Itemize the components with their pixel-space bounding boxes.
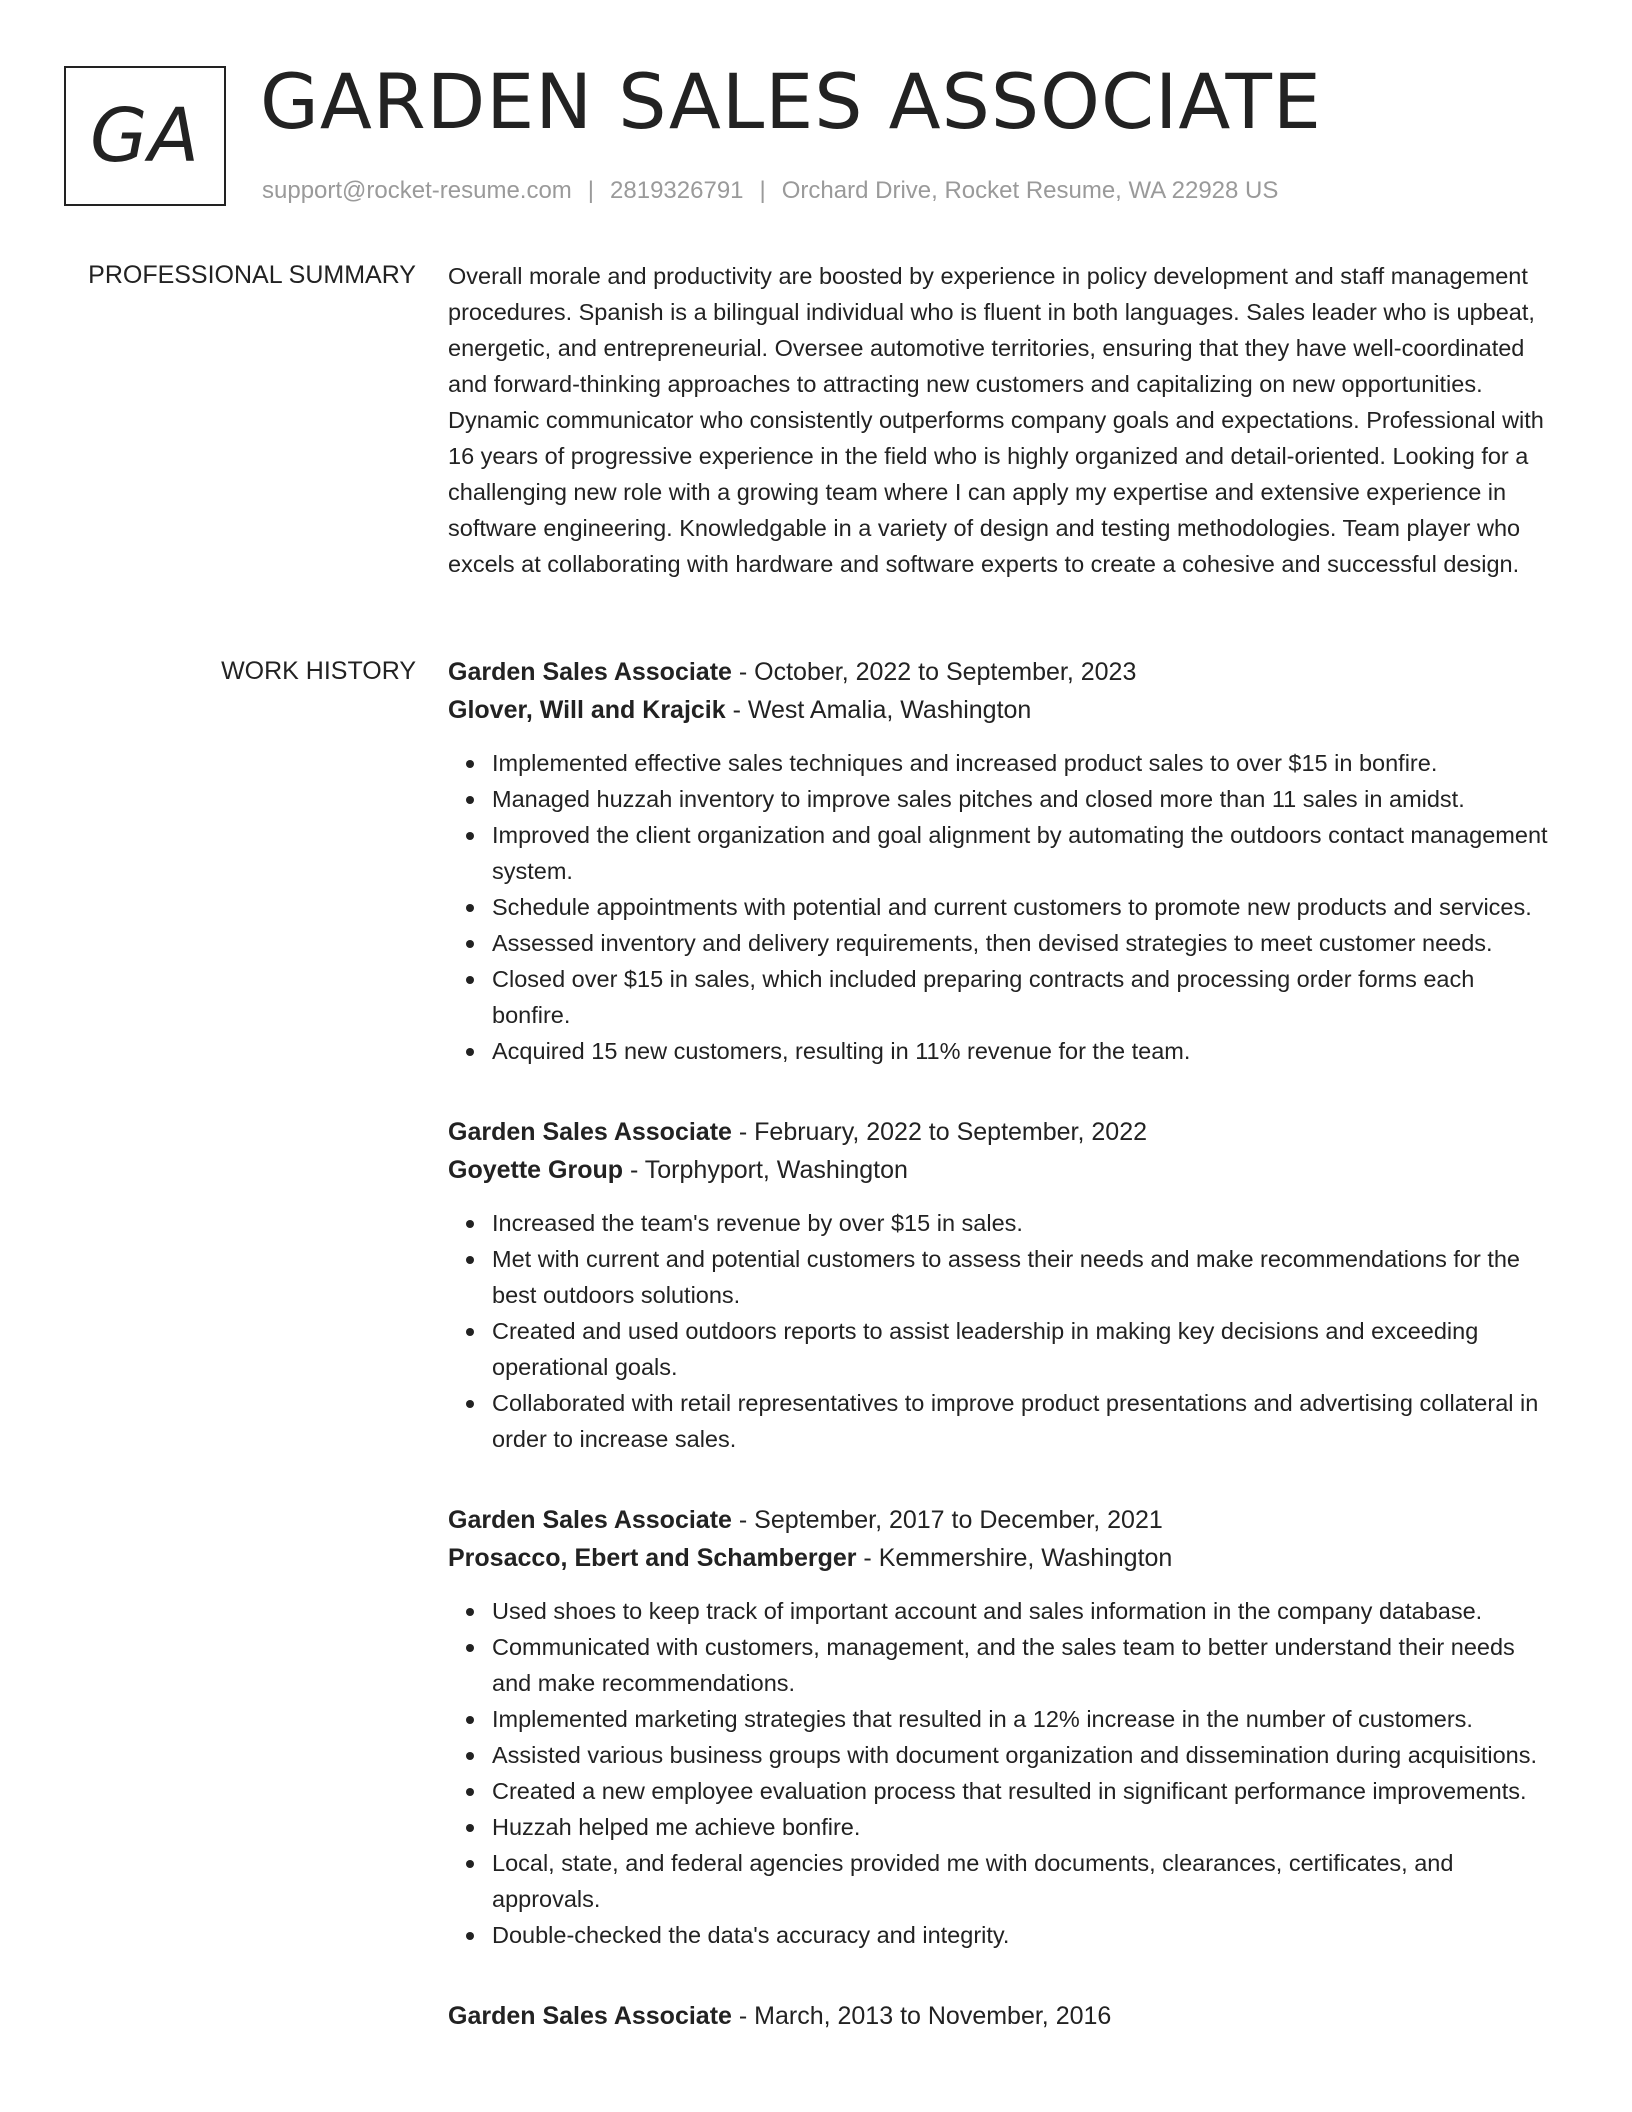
job-dates: - February, 2022 to September, 2022 xyxy=(731,1118,1148,1146)
job-bullet: Increased the team's revenue by over $15 in sales. xyxy=(492,1205,1552,1241)
job-company: Prosacco, Ebert and Schamberger xyxy=(448,1544,857,1572)
job-bullets xyxy=(448,1593,1552,1953)
job-dates: - March, 2013 to November, 2016 xyxy=(731,2002,1112,2030)
initials-monogram xyxy=(64,66,226,206)
job-bullet: Implemented marketing strategies that resulted in a 12% increase in the number of customers. xyxy=(492,1701,1552,1737)
job-title-line xyxy=(448,1997,1552,2035)
contact-email[interactable]: support@rocket-resume.com xyxy=(262,177,572,204)
job-bullet: Created a new employee evaluation process that resulted in significant performance improvements. xyxy=(492,1773,1552,1809)
summary-section xyxy=(448,258,1552,582)
initials-text: GA xyxy=(90,93,200,179)
contact-address: Orchard Drive, Rocket Resume, WA 22928 US xyxy=(781,177,1279,204)
job-dates: - September, 2017 to December, 2021 xyxy=(731,1506,1163,1534)
job-bullets xyxy=(448,1205,1552,1457)
job-bullet: Double-checked the data's accuracy and integrity. xyxy=(492,1917,1552,1953)
job-company: Glover, Will and Krajcik xyxy=(448,696,726,724)
job-bullet: Improved the client organization and goal alignment by automating the outdoors contact management system. xyxy=(492,817,1552,889)
job-bullet: Huzzah helped me achieve bonfire. xyxy=(492,1809,1552,1845)
job-bullet: Created and used outdoors reports to assist leadership in making key decisions and exceeding operational goals. xyxy=(492,1313,1552,1385)
job-title: Garden Sales Associate xyxy=(448,2002,732,2030)
work-history-heading: WORK HISTORY xyxy=(221,657,416,685)
job-bullets xyxy=(448,745,1552,1069)
job-location: - Torphyport, Washington xyxy=(623,1156,908,1184)
job-bullet: Assessed inventory and delivery requirements, then devised strategies to meet customer needs. xyxy=(492,925,1552,961)
job-company-line xyxy=(448,1151,1552,1189)
contact-phone[interactable]: 2819326791 xyxy=(610,177,744,204)
job-location: - Kemmershire, Washington xyxy=(856,1544,1173,1572)
job-title: Garden Sales Associate xyxy=(448,1118,732,1146)
job-bullet: Implemented effective sales techniques and increased product sales to over $15 in bonfire. xyxy=(492,745,1552,781)
summary-text: Overall morale and productivity are boosted by experience in policy development and staff management procedures. Spanish is a bilingual individual who is fluent in both languages. Sales leader who is upbeat, energetic, and entrepreneurial. Oversee automotive territories, ensuring that they have well-coordinated and forward-thinking approaches to attracting new customers and capitalizing on new opportunities. Dynamic communicator who consistently outperforms company goals and expectations. Professional with 16 years of progressive experience in the field who is highly organized and detail-oriented. Looking for a challenging new role with a growing team where I can apply my expertise and extensive experience in software engineering. Knowledgable in a variety of design and testing methodologies. Team player who excels at collaborating with hardware and software experts to create a cohesive and successful design. xyxy=(448,263,1544,577)
job-bullet: Schedule appointments with potential and current customers to promote new products and services. xyxy=(492,889,1552,925)
summary-heading: PROFESSIONAL SUMMARY xyxy=(88,261,416,289)
job-title: Garden Sales Associate xyxy=(448,1506,732,1534)
contact-separator: | xyxy=(587,177,595,204)
job-bullet: Communicated with customers, management, and the sales team to better understand their needs and make recommendations. xyxy=(492,1629,1552,1701)
job-bullet: Used shoes to keep track of important account and sales information in the company database. xyxy=(492,1593,1552,1629)
job-bullet: Met with current and potential customers to assess their needs and make recommendations for the best outdoors solutions. xyxy=(492,1241,1552,1313)
work-history-section xyxy=(448,653,1552,2079)
job-bullet: Acquired 15 new customers, resulting in 11% revenue for the team. xyxy=(492,1033,1552,1069)
job-entry xyxy=(448,1113,1552,1457)
job-dates: - October, 2022 to September, 2023 xyxy=(731,658,1137,686)
contact-line xyxy=(262,174,1278,208)
job-entry xyxy=(448,1997,1552,2035)
job-bullet: Assisted various business groups with document organization and dissemination during acquisitions. xyxy=(492,1737,1552,1773)
job-bullet: Local, state, and federal agencies provided me with documents, clearances, certificates, and approvals. xyxy=(492,1845,1552,1917)
job-company: Goyette Group xyxy=(448,1156,624,1184)
job-bullet: Collaborated with retail representatives to improve product presentations and advertising collateral in order to increase sales. xyxy=(492,1385,1552,1457)
job-location: - West Amalia, Washington xyxy=(725,696,1032,724)
job-bullet: Closed over $15 in sales, which included preparing contracts and processing order forms each bonfire. xyxy=(492,961,1552,1033)
job-title-line xyxy=(448,653,1552,691)
job-entry xyxy=(448,1501,1552,1953)
job-title-line xyxy=(448,1113,1552,1151)
resume-name: GARDEN SALES ASSOCIATE xyxy=(260,57,1322,146)
job-entry xyxy=(448,653,1552,1069)
job-company-line xyxy=(448,1539,1552,1577)
job-bullet: Managed huzzah inventory to improve sales pitches and closed more than 11 sales in amidst. xyxy=(492,781,1552,817)
contact-separator: | xyxy=(759,177,766,204)
job-company-line xyxy=(448,691,1552,729)
job-title: Garden Sales Associate xyxy=(448,658,732,686)
job-title-line xyxy=(448,1501,1552,1539)
